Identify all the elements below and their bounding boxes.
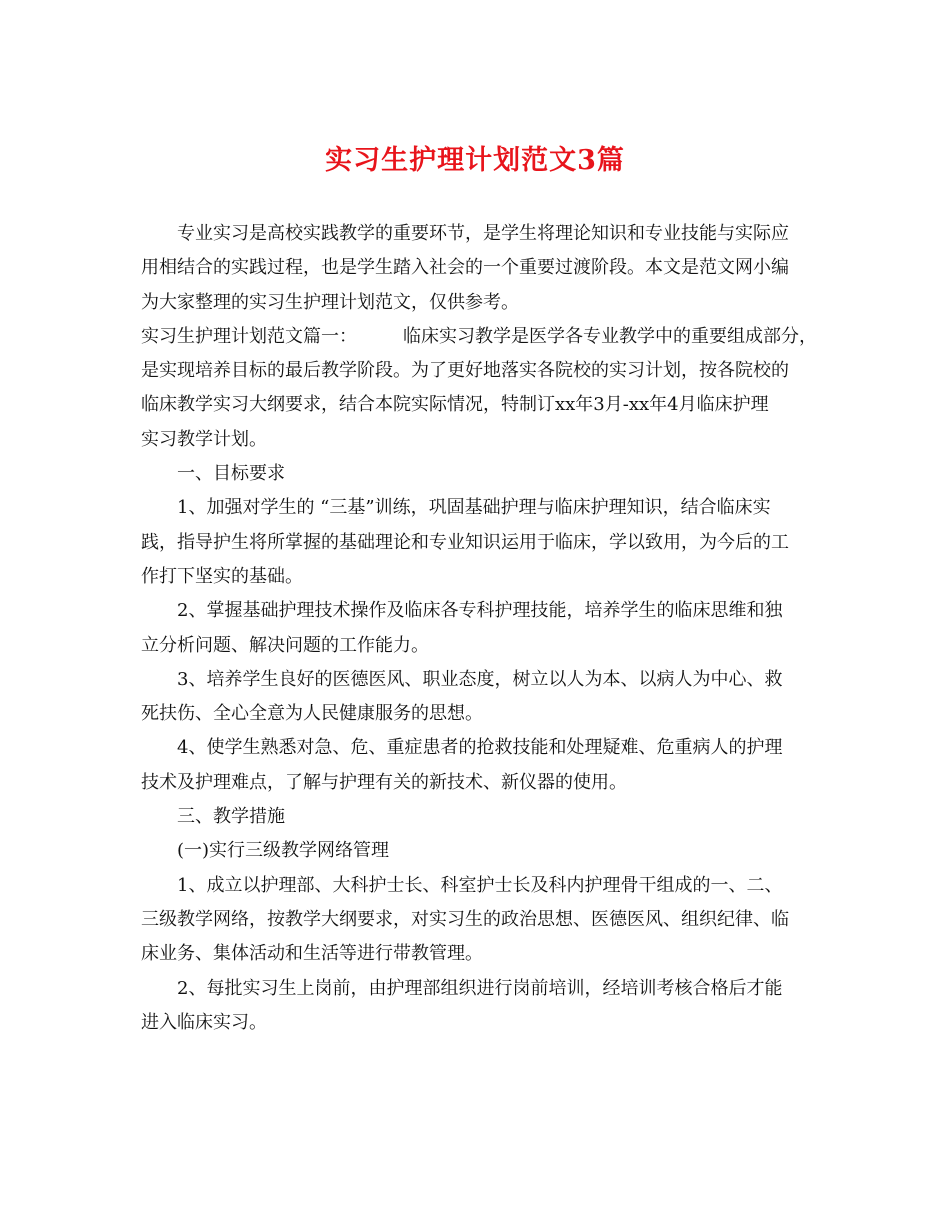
text-line: 专业实习是高校实践教学的重要环节，是学生将理论知识和专业技能与实际应 [177,223,789,244]
text-line: 床业务、集体活动和生活等进行带教管理。 [141,943,483,965]
text-line: 三级教学网络，按教学大纲要求，对实习生的政治思想、医德医风、组织纪律、临 [141,908,789,930]
text-line: 死扶伤、全心全意为人民健康服务的思想。 [141,703,483,725]
subheading-network: (一)实行三级教学网络管理 [177,840,390,862]
text-line: 1、成立以护理部、大科护士长、科室护士长及科内护理骨干组成的一、二、 [177,874,783,896]
text-line: 临床教学实习大纲要求，结合本院实际情况，特制订xx年3月-xx年4月临床护理 [141,394,769,416]
text-line: 2、每批实习生上岗前，由护理部组织进行岗前培训，经培训考核合格后才能 [177,977,783,999]
section-heading: 实习生护理计划范文篇一： [141,325,357,347]
document-body [141,217,821,1040]
text-line: 用相结合的实践过程，也是学生踏入社会的一个重要过渡阶段。本文是范文网小编 [141,257,789,279]
text-line: 是实现培养目标的最后教学阶段。为了更好地落实各院校的实习计划，按各院校的 [141,360,789,382]
section-heading-line [141,320,821,354]
text-line: 2、掌握基础护理技术操作及临床各专科护理技能，培养学生的临床思维和独 [177,600,783,622]
subheading-measures: 三、教学措施 [177,806,285,828]
text-line: 技术及护理难点，了解与护理有关的新技术、新仪器的使用。 [141,771,627,793]
text-line: 4、使学生熟悉对急、危、重症患者的抢救技能和处理疑难、危重病人的护理 [177,737,783,759]
text-line: 作打下坚实的基础。 [141,565,303,587]
text-segment: 临床实习教学是医学各专业教学中的重要组成部分， [403,325,817,347]
document-title: 实习生护理计划范文3篇 [325,145,625,176]
subheading-objectives: 一、目标要求 [177,463,285,485]
text-line: 立分析问题、解决问题的工作能力。 [141,634,429,656]
text-line: 1、加强对学生的 “三基”训练，巩固基础护理与临床护理知识，结合临床实 [177,497,771,519]
text-line: 践，指导护生将所掌握的基础理论和专业知识运用于临床，学以致用，为今后的工 [141,531,789,553]
text-line: 3、培养学生良好的医德医风、职业态度，树立以人为本、以病人为中心、救 [177,668,783,690]
text-line: 为大家整理的实习生护理计划范文，仅供参考。 [141,291,519,313]
text-line: 实习教学计划。 [141,428,267,450]
text-line: 进入临床实习。 [141,1011,267,1033]
